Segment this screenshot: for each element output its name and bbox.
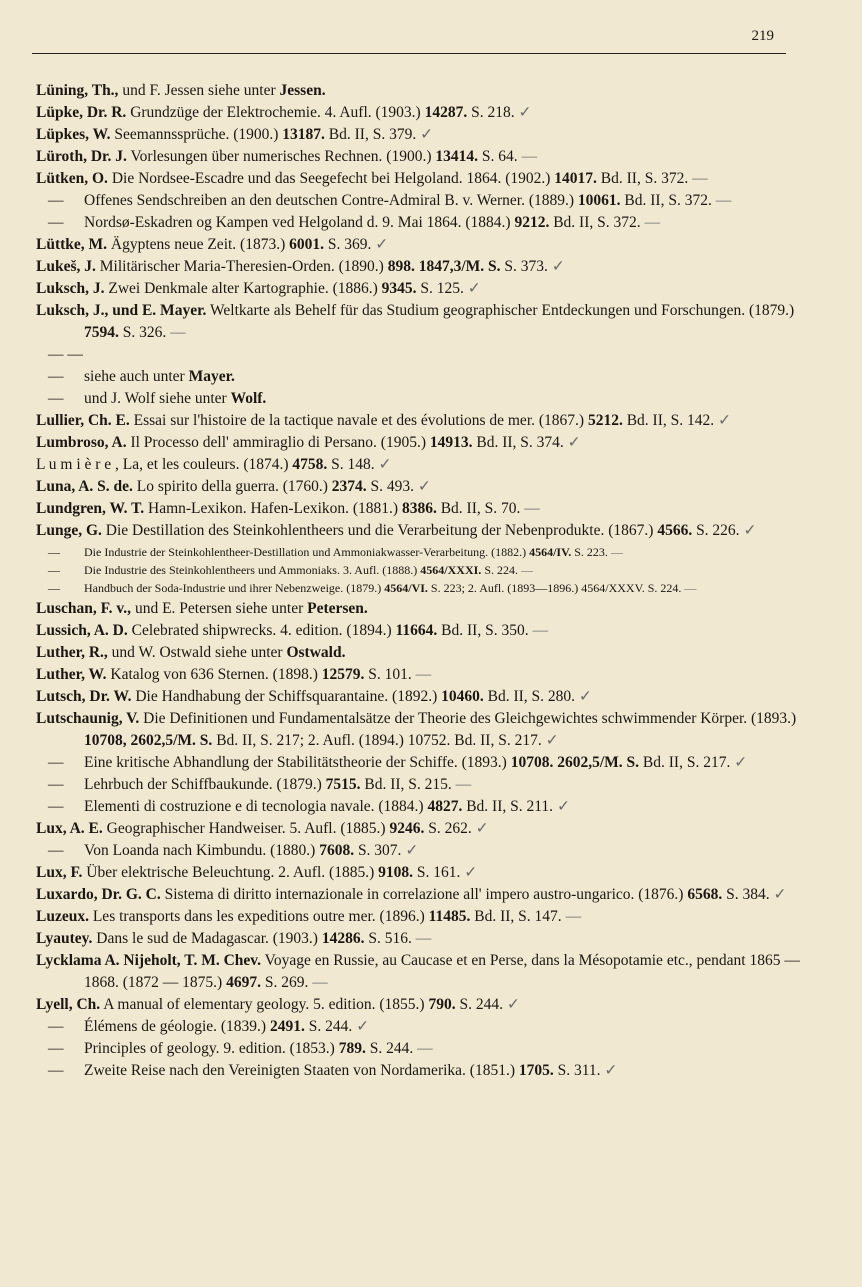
entry-author: Lüpke, Dr. R. [36,104,127,121]
entry-title: Essai sur l'histoire de la tactique navale et des évolutions de mer. (1867.) [129,412,588,429]
entry-location: S. 101. [364,666,412,683]
page-number: 219 [751,28,774,44]
index-entry [36,708,808,752]
index-entry [36,580,808,596]
index-entry [36,544,808,560]
entry-reference: Ostwald. [286,644,346,661]
entry-author: Lunge, G. [36,522,102,539]
entry-reference: Mayer. [188,368,235,385]
check-mark: ✓ [541,732,559,749]
entry-title: L u m i è r e , La, et les couleurs. (1874.) [36,456,293,473]
entry-location: Bd. II, S. 374. [472,434,564,451]
entry-catalog-number: 6568. [687,886,723,903]
entry-title: Elementi di costruzione e di tecnologia navale. (1884.) [84,798,428,815]
index-entry [36,840,808,862]
entry-author: Lundgren, W. T. [36,500,145,517]
entry-catalog-number: 4697. [226,974,261,991]
entry-title: A manual of elementary geology. 5. edition. (1855.) [100,996,429,1013]
entry-location: S. 311. [553,1062,601,1079]
entry-catalog-number: 4827. [427,798,463,815]
entry-title: Geographischer Handweiser. 5. Aufl. (1885.) [102,820,390,837]
index-entry [36,906,808,928]
entry-title: Offenes Sendschreiben an den deutschen Contre-Admiral B. v. Werner. (1889.) [84,192,578,209]
entry-location: S. 369. [324,236,372,253]
entry-title: Katalog von 636 Sternen. (1898.) [106,666,322,683]
index-entry [36,928,808,950]
entry-author: Lyell, Ch. [36,996,101,1013]
entry-catalog-number: 13187. [282,126,325,143]
entry-author: Luschan, F. v., [36,600,132,617]
ditto-dash: — [48,581,60,595]
entry-catalog-number: 14287. [424,104,468,121]
check-mark: — [518,563,533,577]
entry-catalog-number: 14286. [321,930,365,947]
entry-location: Bd. II, S. 215. [360,776,452,793]
check-mark: ✓ [401,842,419,859]
check-mark: ✓ [575,688,592,705]
entry-title: Celebrated shipwrecks. 4. edition. (1894.) [127,622,396,639]
ditto-dash: — [48,563,60,577]
check-mark: ✓ [460,864,478,881]
check-mark: ✓ [471,820,489,837]
ditto-dash: — [48,798,64,815]
entry-catalog-number: 14017. [554,170,597,187]
ditto-dash: — [48,1062,64,1079]
entry-reference: Jessen. [279,82,326,99]
entry-title: Vorlesungen über numerisches Rechnen. (1900.) [126,148,436,165]
entry-title: Lo spirito della guerra. (1760.) [132,478,332,495]
check-mark: ✓ [416,126,434,143]
ditto-dash: — [48,390,64,407]
entry-location: S. 223. [571,545,608,559]
entry-author: Luksch, J. [36,280,105,297]
entry-catalog-number: 2491. [269,1018,305,1035]
entry-author: Lycklama A. Nijeholt, T. M. Chev. [36,952,262,969]
entry-author: Lullier, Ch. E. [36,412,130,429]
entry-catalog-number: 7515. [325,776,361,793]
entry-title: Il Processo dell' ammiraglio di Persano. (1905.) [126,434,430,451]
entry-location: S. 148. [327,456,375,473]
entry-title: Von Loanda nach Kimbundu. (1880.) [84,842,320,859]
entry-catalog-number: 11485. [428,908,471,925]
entry-title: Handbuch der Soda-Industrie und ihrer Nebenzweige. (1879.) [84,581,385,595]
entry-catalog-number: 10708. 2602,5/M. S. [510,754,640,771]
entry-author: Luksch, J., und E. Mayer. [36,302,207,319]
entry-title: Zwei Denkmale alter Kartographie. (1886.) [104,280,382,297]
check-mark: — [688,170,708,187]
entry-location: S. 226. [692,522,740,539]
entry-location: Bd. II, S. 280. [483,688,576,705]
entry-catalog-number: 4564/IV. [529,545,572,559]
entry-catalog-number: 14913. [429,434,473,451]
index-entry [36,686,808,708]
entry-location: S. 223; 2. Aufl. (1893—1896.) 4564/XXXV. S. 224. [427,581,682,595]
index-entry [36,950,808,994]
check-mark: — [308,974,328,991]
entry-title: Die Industrie des Steinkohlentheers und Ammoniaks. 3. Aufl. (1888.) [84,563,421,577]
entry-title: Nordsø-Eskadren og Kampen ved Helgoland d. 9. Mai 1864. (1884.) [84,214,515,231]
index-entry [36,300,808,344]
entry-title: und E. Petersen siehe unter [131,600,308,617]
entry-title: Ägyptens neue Zeit. (1873.) [107,236,290,253]
index-entry [36,620,808,642]
check-mark: — [411,666,432,683]
entry-catalog-number: 4564/VI. [384,581,428,595]
entry-title: Die Industrie der Steinkohlentheer-Destillation und Ammoniakwasser-Verarbeitung. (1882.) [84,545,530,559]
entry-title: Dans le sud de Madagascar. (1903.) [92,930,322,947]
entry-location: S. 307. [354,842,402,859]
check-mark: — [413,1040,433,1057]
index-entry [36,498,808,520]
entry-author: Lutschaunig, V. [36,710,140,727]
index-entry [36,994,808,1016]
entry-location: S. 161. [412,864,461,881]
entry-location: S. 218. [467,104,515,121]
check-mark: ✓ [374,456,392,473]
ditto-dash: — [48,754,64,771]
entry-author: Luzeux. [36,908,89,925]
entry-location: Bd. II, S. 147. [470,908,562,925]
index-entry [36,234,808,256]
entry-location: Bd. II, S. 211. [462,798,554,815]
check-mark: — [166,324,186,341]
index-entry [36,190,808,212]
index-entry [36,146,808,168]
entry-location: Bd. II, S. 142. [622,412,715,429]
index-entry [36,344,808,388]
check-mark: ✓ [352,1018,370,1035]
entry-title: Voyage en Russie, au Caucase et en Perse, dans la Mésopotamie etc., pendant 1865 — 1868. (1872 — 1875.) [84,952,800,991]
entry-catalog-number: 13414. [435,148,478,165]
index-entry [36,410,808,432]
entry-location: S. 262. [424,820,472,837]
entry-catalog-number: 6001. [289,236,325,253]
entry-catalog-number: 2374. [331,478,367,495]
entry-author: Lux, A. E. [36,820,103,837]
check-mark: — [561,908,582,925]
entry-author: Lütken, O. [36,170,108,187]
check-mark: ✓ [714,412,731,429]
entry-location: S. 269. [260,974,309,991]
entry-author: Lüpkes, W. [36,126,111,143]
entry-location: S. 244. [304,1018,353,1035]
entry-location: S. 493. [366,478,415,495]
entry-location: Bd. II, S. 217; 2. Aufl. (1894.) 10752. Bd. II, S. 217. [212,732,542,749]
entry-catalog-number: 4564/XXXI. [420,563,482,577]
entry-location: S. 224. [481,563,518,577]
entry-catalog-number: 4566. [657,522,693,539]
entry-reference: Wolf. [230,390,267,407]
check-mark: ✓ [547,258,565,275]
entry-title: siehe auch unter [84,368,189,385]
entry-location: Bd. II, S. 372. [620,192,712,209]
entry-title: Élémens de géologie. (1839.) [84,1018,270,1035]
index-entry [36,664,808,686]
ditto-dash: — — — [48,346,83,385]
entry-catalog-number: 8386. [401,500,437,517]
index-entry [36,80,808,102]
index-entry [36,1038,808,1060]
entry-catalog-number: 9345. [381,280,417,297]
entry-catalog-number: 11664. [395,622,438,639]
entry-catalog-number: 7594. [84,324,119,341]
check-mark: ✓ [553,798,570,815]
index-entry [36,642,808,664]
entry-author: Lussich, A. D. [36,622,128,639]
index-entry [36,256,808,278]
check-mark: ✓ [514,104,532,121]
entry-title: Eine kritische Abhandlung der Stabilitätstheorie der Schiffe. (1893.) [84,754,511,771]
header-rule [32,53,786,54]
index-entry [36,598,808,620]
entry-title: Die Handhabung der Schiffsquarantaine. (1892.) [131,688,442,705]
index-entry [36,774,808,796]
entry-location: S. 326. [118,324,167,341]
check-mark: — [681,581,697,595]
entry-catalog-number: 1705. [518,1062,554,1079]
entry-title: Die Nordsee-Escadre und das Seegefecht bei Helgoland. 1864. (1902.) [107,170,555,187]
entry-location: Bd. II, S. 217. [639,754,731,771]
check-mark: ✓ [414,478,431,495]
index-entry [36,562,808,578]
entry-location: S. 373. [500,258,548,275]
entry-title: und F. Jessen siehe unter [118,82,280,99]
check-mark: ✓ [769,886,787,903]
check-mark: — [640,214,661,231]
index-entry [36,862,808,884]
entry-catalog-number: 5212. [587,412,623,429]
entry-catalog-number: 10061. [577,192,621,209]
check-mark: — [411,930,432,947]
entry-title: Hamn-Lexikon. Hafen-Lexikon. (1881.) [144,500,402,517]
entry-title: Seemannssprüche. (1900.) [110,126,283,143]
entry-title: Weltkarte als Behelf für das Studium geographischer Entdeckungen und Forschungen. (1879.) [206,302,795,319]
check-mark: ✓ [600,1062,618,1079]
entry-reference: Petersen. [307,600,368,617]
entry-author: Lux, F. [36,864,83,881]
ditto-dash: — [48,1040,64,1057]
entry-title: Zweite Reise nach den Vereinigten Staaten von Nordamerika. (1851.) [84,1062,519,1079]
entry-catalog-number: 898. 1847,3/M. S. [387,258,501,275]
entry-author: Lumbroso, A. [36,434,127,451]
index-entry [36,454,808,476]
entry-author: Luther, W. [36,666,107,683]
entry-catalog-number: 9212. [514,214,550,231]
entry-catalog-number: 4758. [292,456,328,473]
entry-location: Bd. II, S. 70. [436,500,521,517]
entry-author: Lutsch, Dr. W. [36,688,132,705]
entry-catalog-number: 790. [428,996,456,1013]
entry-title: Über elektrische Beleuchtung. 2. Aufl. (1885.) [82,864,379,881]
entry-author: Lukeš, J. [36,258,96,275]
index-entry [36,212,808,234]
index-entry [36,818,808,840]
entry-author: Luxardo, Dr. G. C. [36,886,161,903]
index-entry [36,388,808,410]
ditto-dash: — [48,842,64,859]
entry-catalog-number: 7608. [319,842,355,859]
index-entry [36,884,808,906]
index-entry [36,432,808,454]
entry-title: Principles of geology. 9. edition. (1853.) [84,1040,339,1057]
index-entry [36,752,808,774]
index-entries [36,80,808,1082]
ditto-dash: — [48,192,64,209]
entry-author: Luna, A. S. de. [36,478,133,495]
ditto-dash: — [48,776,64,793]
entry-location: Bd. II, S. 372. [596,170,689,187]
index-entry [36,278,808,300]
ditto-dash: — [48,214,64,231]
entry-location: S. 384. [722,886,770,903]
check-mark: ✓ [739,522,757,539]
entry-location: S. 244. [455,996,503,1013]
entry-title: Die Destillation des Steinkohlentheers und die Verarbeitung der Nebenprodukte. (1867.) [101,522,658,539]
index-entry [36,476,808,498]
entry-location: Bd. II, S. 350. [437,622,529,639]
check-mark: ✓ [502,996,520,1013]
index-entry [36,1060,808,1082]
check-mark: — [528,622,548,639]
ditto-dash: — [48,545,60,559]
check-mark: — [520,500,540,517]
entry-author: Lüning, Th., [36,82,119,99]
entry-title: und J. Wolf siehe unter [84,390,231,407]
index-entry [36,796,808,818]
entry-title: Militärischer Maria-Theresien-Orden. (1890.) [95,258,388,275]
entry-location: Bd. II, S. 379. [324,126,417,143]
entry-author: Lüttke, M. [36,236,108,253]
index-entry [36,168,808,190]
entry-author: Lüroth, Dr. J. [36,148,127,165]
check-mark: — [607,545,623,559]
check-mark: — [517,148,537,165]
check-mark: ✓ [371,236,389,253]
entry-title: Die Definitionen und Fundamentalsätze der Theorie des Gleichgewichtes schwimmender Körper. (1893.) [139,710,797,727]
entry-location: S. 125. [416,280,464,297]
check-mark: — [711,192,732,209]
entry-catalog-number: 12579. [321,666,365,683]
entry-location: S. 244. [365,1040,414,1057]
check-mark: ✓ [463,280,481,297]
entry-catalog-number: 10460. [441,688,484,705]
entry-catalog-number: 9246. [389,820,425,837]
entry-location: Bd. II, S. 372. [549,214,641,231]
index-entry [36,124,808,146]
entry-location: S. 516. [364,930,412,947]
entry-title: Les transports dans les expeditions outre mer. (1896.) [88,908,429,925]
entry-location: S. 64. [478,148,518,165]
check-mark: ✓ [563,434,581,451]
entry-catalog-number: 10708, 2602,5/M. S. [84,732,213,749]
entry-title: und W. Ostwald siehe unter [107,644,287,661]
ditto-dash: — [48,1018,64,1035]
check-mark: — [451,776,472,793]
index-entry [36,1016,808,1038]
entry-title: Grundzüge der Elektrochemie. 4. Aufl. (1903.) [126,104,425,121]
entry-title: Lehrbuch der Schiffbaukunde. (1879.) [84,776,326,793]
entry-catalog-number: 789. [338,1040,366,1057]
index-entry [36,520,808,542]
check-mark: ✓ [730,754,748,771]
entry-title: Sistema di diritto internazionale in correlazione all' impero austro-ungarico. (1876.) [160,886,688,903]
index-entry [36,102,808,124]
entry-catalog-number: 9108. [378,864,413,881]
entry-author: Luther, R., [36,644,108,661]
entry-author: Lyautey. [36,930,93,947]
